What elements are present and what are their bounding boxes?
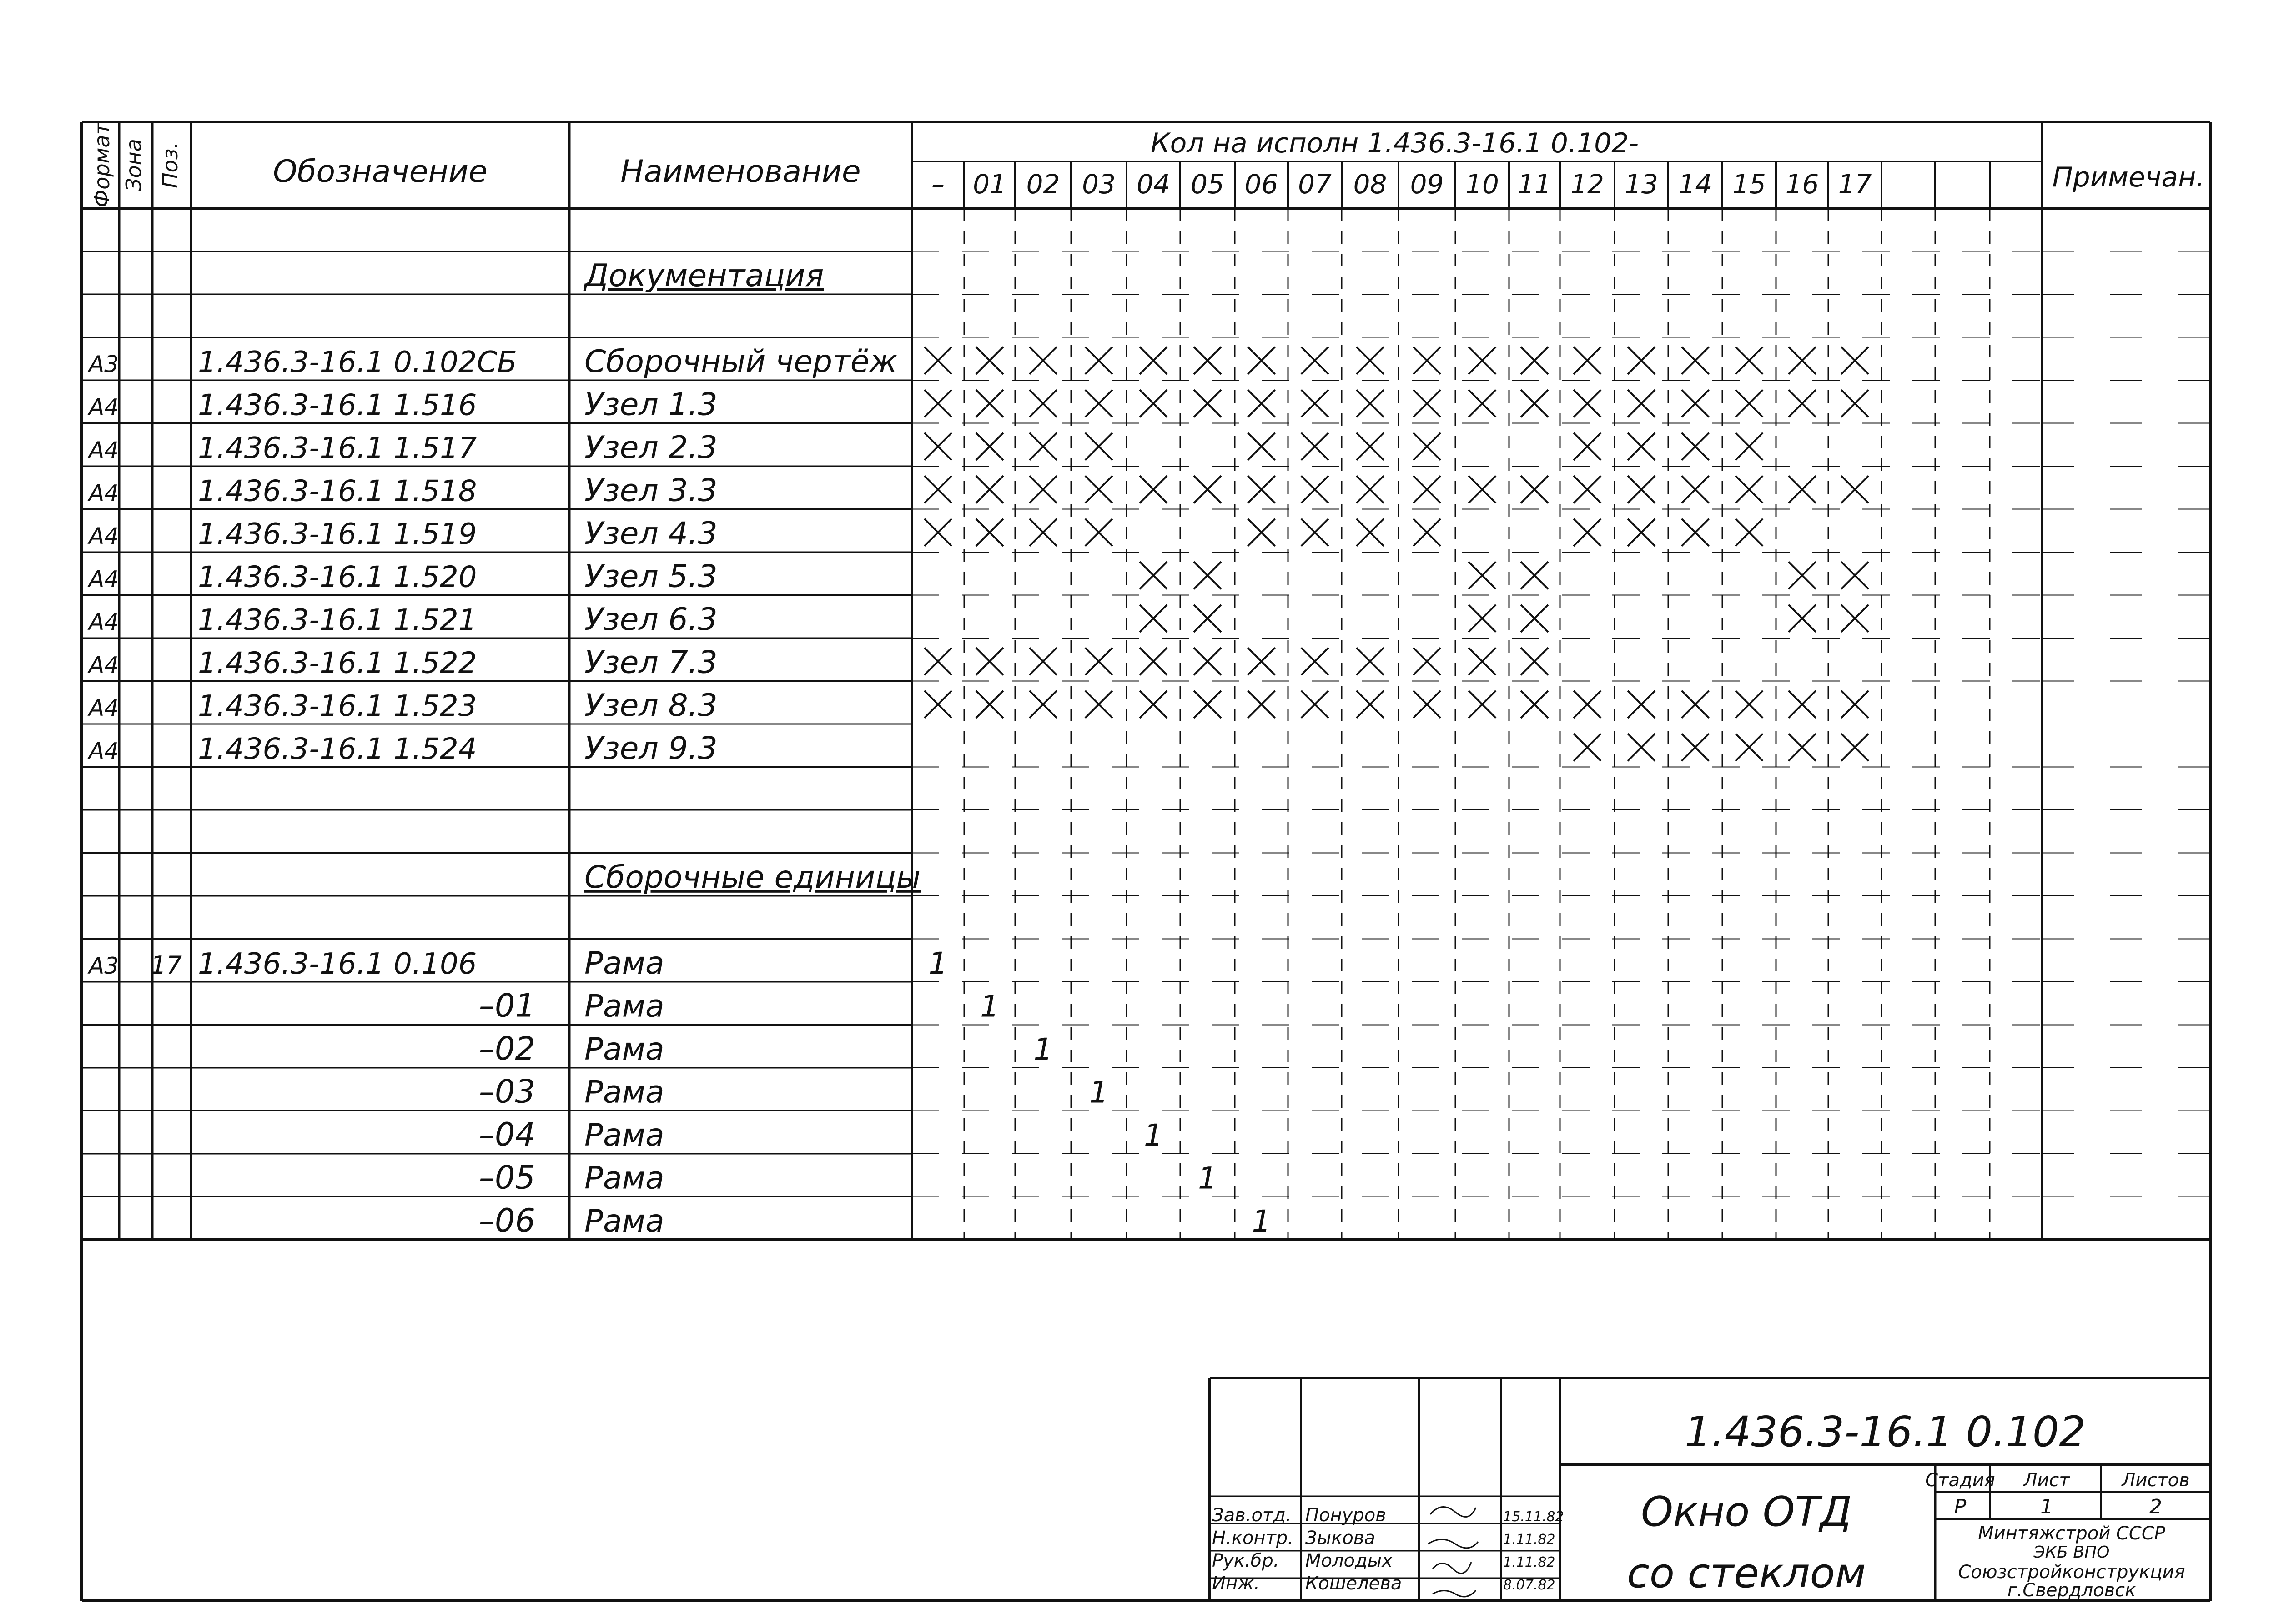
variant-mark-x [1194, 648, 1221, 675]
row-name: Рама [584, 1160, 664, 1197]
column-header-zone: Зона [121, 139, 146, 191]
variant-mark-x [1736, 433, 1763, 460]
row-name: Узел 5.3 [584, 558, 718, 595]
variant-mark-x [1414, 347, 1441, 374]
variant-mark-x [1682, 519, 1709, 546]
row-format: А3 [89, 351, 119, 377]
variant-mark-x [925, 648, 952, 675]
column-header-name: Наименование [620, 154, 861, 190]
row-name: Узел 2.3 [584, 430, 718, 466]
variant-mark-x [1414, 648, 1441, 675]
variant-header-06: 06 [1244, 169, 1278, 200]
variant-quantity: 1 [928, 946, 948, 981]
variant-mark-x [1248, 390, 1275, 417]
variant-mark-x [1248, 691, 1275, 718]
variant-mark-x [1682, 433, 1709, 460]
variant-mark-x [1414, 476, 1441, 503]
variant-mark-x [1140, 476, 1167, 503]
variant-mark-x [1140, 648, 1167, 675]
variant-mark-x [1521, 691, 1548, 718]
variant-mark-x [1521, 605, 1548, 632]
document-number: 1.436.3-16.1 0.102 [1685, 1408, 2086, 1456]
variant-header-14: 14 [1678, 169, 1712, 200]
variant-mark-x [1030, 433, 1057, 460]
variant-mark-x [1521, 476, 1548, 503]
section-heading: Документация [584, 258, 824, 294]
stage-value: Р [1954, 1495, 1967, 1518]
row-designation: –04 [478, 1116, 535, 1153]
variant-mark-x [1085, 347, 1112, 374]
variant-mark-x [1574, 347, 1601, 374]
variant-mark-x [1301, 476, 1328, 503]
variant-mark-x [1736, 519, 1763, 546]
variant-header-05: 05 [1191, 169, 1224, 200]
stage-label: Стадия [1925, 1470, 1995, 1491]
signature-date: 1.11.82 [1503, 1554, 1555, 1570]
drawing-title: со стеклом [1627, 1549, 1866, 1597]
variant-mark-x [1357, 347, 1384, 374]
variant-mark-x [1301, 347, 1328, 374]
variant-quantity: 1 [1252, 1204, 1271, 1239]
row-designation: 1.436.3-16.1 1.524 [198, 732, 477, 766]
row-name: Рама [584, 1117, 664, 1153]
variant-mark-x [1414, 691, 1441, 718]
variant-mark-x [1085, 648, 1112, 675]
signature-role: Рук.бр. [1212, 1550, 1279, 1571]
row-name: Рама [584, 1074, 664, 1111]
variant-mark-x [1030, 347, 1057, 374]
variant-mark-x [1301, 519, 1328, 546]
column-header-note: Примечан. [2052, 161, 2205, 193]
signature-date: 15.11.82 [1503, 1509, 1564, 1525]
variant-mark-x [1682, 691, 1709, 718]
variant-mark-x [1574, 734, 1601, 761]
row-designation: 1.436.3-16.1 1.520 [198, 560, 477, 594]
variant-marks [925, 347, 1869, 761]
sheet-label: Лист [2023, 1470, 2070, 1491]
variant-mark-x [1789, 347, 1816, 374]
variant-header-08: 08 [1353, 169, 1387, 200]
variant-mark-x [1085, 433, 1112, 460]
variant-mark-x [1248, 519, 1275, 546]
variant-mark-x [1140, 691, 1167, 718]
variant-mark-x [1736, 476, 1763, 503]
variant-mark-x [976, 519, 1003, 546]
variant-mark-x [1085, 519, 1112, 546]
variant-mark-x [1789, 734, 1816, 761]
variant-header-02: 02 [1026, 169, 1060, 200]
variant-mark-x [1030, 519, 1057, 546]
variant-mark-x [1841, 734, 1869, 761]
row-name: Сборочный чертёж [584, 344, 897, 380]
variant-mark-x [1628, 390, 1655, 417]
column-header-format: Формат [90, 122, 114, 208]
signature-date: 1.11.82 [1503, 1532, 1555, 1548]
variant-mark-x [1194, 605, 1221, 632]
variant-quantity: 1 [1144, 1118, 1163, 1153]
row-format: А4 [89, 652, 119, 679]
row-format: А4 [89, 523, 119, 549]
variant-mark-x [925, 390, 952, 417]
variant-mark-x [1140, 390, 1167, 417]
variant-mark-x [925, 476, 952, 503]
variant-mark-x [976, 648, 1003, 675]
row-name: Узел 4.3 [584, 516, 718, 552]
variant-mark-x [1736, 691, 1763, 718]
organization: Союзстройконструкция [1958, 1562, 2185, 1583]
variant-mark-x [1140, 605, 1167, 632]
row-name: Узел 6.3 [584, 602, 718, 638]
variant-mark-x [1469, 390, 1496, 417]
signature-role: Зав.отд. [1212, 1505, 1292, 1526]
organization: Минтяжстрой СССР [1978, 1523, 2165, 1544]
column-header-designation: Обозначение [273, 154, 488, 190]
sheets-value: 2 [2149, 1495, 2162, 1518]
variant-mark-x [976, 691, 1003, 718]
variant-mark-x [1301, 433, 1328, 460]
signature-name: Молодых [1305, 1550, 1393, 1571]
row-format: А4 [89, 695, 119, 721]
variant-header-base: – [931, 169, 945, 200]
variant-mark-x [1841, 390, 1869, 417]
row-format: А4 [89, 609, 119, 635]
variant-mark-x [1628, 519, 1655, 546]
variant-header-12: 12 [1570, 169, 1604, 200]
handwritten-signature [1433, 1562, 1471, 1574]
variant-header-13: 13 [1625, 169, 1658, 200]
row-designation: 1.436.3-16.1 1.523 [198, 689, 477, 723]
variant-mark-x [1357, 648, 1384, 675]
variant-mark-x [1301, 691, 1328, 718]
variant-mark-x [1194, 691, 1221, 718]
variant-mark-x [1628, 347, 1655, 374]
variant-mark-x [1628, 476, 1655, 503]
variant-mark-x [1789, 390, 1816, 417]
row-designation: 1.436.3-16.1 1.522 [198, 646, 477, 680]
variant-mark-x [1469, 648, 1496, 675]
variant-mark-x [1030, 476, 1057, 503]
variant-mark-x [1682, 734, 1709, 761]
variant-mark-x [1841, 476, 1869, 503]
variant-mark-x [1414, 433, 1441, 460]
signature-role: Н.контр. [1212, 1528, 1293, 1549]
variant-mark-x [1085, 476, 1112, 503]
variant-mark-x [1736, 347, 1763, 374]
row-format: А3 [89, 953, 119, 979]
variant-mark-x [1030, 648, 1057, 675]
variant-mark-x [1414, 519, 1441, 546]
variant-mark-x [1469, 605, 1496, 632]
variant-mark-x [1574, 433, 1601, 460]
organization: г.Свердловск [2007, 1580, 2136, 1601]
variant-quantity: 1 [1089, 1075, 1108, 1110]
variant-mark-x [1248, 433, 1275, 460]
variant-mark-x [1194, 476, 1221, 503]
variant-mark-x [1574, 519, 1601, 546]
drawing-title: Окно ОТД [1641, 1488, 1852, 1536]
variant-mark-x [1628, 734, 1655, 761]
row-designation: –03 [478, 1073, 535, 1111]
variant-mark-x [976, 433, 1003, 460]
variant-header-04: 04 [1137, 169, 1170, 200]
row-name: Рама [584, 988, 664, 1025]
variant-mark-x [1357, 476, 1384, 503]
row-designation: 1.436.3-16.1 1.517 [198, 432, 477, 465]
variant-mark-x [1789, 605, 1816, 632]
handwritten-signature [1433, 1590, 1476, 1597]
row-format: А4 [89, 738, 119, 764]
column-header-pos: Поз. [158, 142, 182, 188]
variant-mark-x [1194, 390, 1221, 417]
row-format: А4 [89, 480, 119, 507]
variant-mark-x [1301, 648, 1328, 675]
variant-mark-x [1357, 433, 1384, 460]
row-designation: 1.436.3-16.1 1.516 [198, 388, 477, 422]
variant-header-09: 09 [1410, 169, 1444, 200]
variant-mark-x [1736, 390, 1763, 417]
variant-mark-x [1521, 347, 1548, 374]
row-designation: 1.436.3-16.1 0.106 [198, 947, 477, 981]
row-name: Рама [584, 1203, 664, 1239]
variant-header-11: 11 [1518, 169, 1551, 200]
variant-mark-x [1140, 347, 1167, 374]
variant-quantity: 1 [1033, 1032, 1053, 1067]
variant-mark-x [1301, 390, 1328, 417]
row-designation: 1.436.3-16.1 1.519 [198, 518, 477, 551]
variant-mark-x [1248, 476, 1275, 503]
variant-mark-x [976, 347, 1003, 374]
variant-mark-x [1414, 390, 1441, 417]
row-position: 17 [151, 951, 182, 980]
variant-mark-x [1194, 562, 1221, 589]
variant-header-15: 15 [1732, 169, 1766, 200]
variant-mark-x [1248, 347, 1275, 374]
row-name: Узел 9.3 [584, 730, 718, 767]
row-designation: –06 [478, 1202, 535, 1239]
variant-quantity: 1 [1198, 1161, 1217, 1196]
variant-mark-x [1789, 691, 1816, 718]
variant-mark-x [1736, 734, 1763, 761]
variant-mark-x [976, 390, 1003, 417]
title-block [1210, 1378, 2210, 1601]
variant-mark-x [1628, 433, 1655, 460]
variant-mark-x [1789, 476, 1816, 503]
row-format: А4 [89, 566, 119, 593]
variant-mark-x [1789, 562, 1816, 589]
variant-header-01: 01 [973, 169, 1006, 200]
row-name: Узел 8.3 [584, 688, 718, 724]
row-name: Узел 7.3 [584, 644, 718, 681]
variant-mark-x [1357, 691, 1384, 718]
row-designation: 1.436.3-16.1 1.518 [198, 474, 477, 508]
variant-mark-x [1682, 476, 1709, 503]
row-name: Узел 3.3 [584, 473, 718, 509]
row-designation: 1.436.3-16.1 0.102СБ [198, 346, 518, 379]
handwritten-signature [1428, 1539, 1478, 1548]
variant-mark-x [1357, 519, 1384, 546]
variant-mark-x [1841, 347, 1869, 374]
variant-mark-x [1521, 648, 1548, 675]
signature-date: 8.07.82 [1503, 1577, 1555, 1593]
handwritten-signature [1430, 1507, 1476, 1517]
variant-mark-x [976, 476, 1003, 503]
variant-mark-x [1030, 691, 1057, 718]
variant-mark-x [925, 347, 952, 374]
variant-mark-x [1841, 605, 1869, 632]
variant-header-03: 03 [1082, 169, 1116, 200]
signature-name: Кошелева [1305, 1573, 1402, 1594]
variant-mark-x [1682, 390, 1709, 417]
variant-mark-x [1469, 691, 1496, 718]
variant-mark-x [1841, 691, 1869, 718]
variant-mark-x [1248, 648, 1275, 675]
signature-name: Зыкова [1305, 1528, 1375, 1549]
variant-header-07: 07 [1298, 169, 1332, 200]
sheets-label: Листов [2122, 1470, 2190, 1491]
variant-mark-x [1574, 691, 1601, 718]
variant-mark-x [1085, 390, 1112, 417]
variant-mark-x [1030, 390, 1057, 417]
row-designation: 1.436.3-16.1 1.521 [198, 603, 477, 637]
variant-mark-x [1521, 562, 1548, 589]
variant-mark-x [1628, 691, 1655, 718]
organization: ЭКБ ВПО [2033, 1543, 2110, 1562]
signature-name: Понуров [1305, 1505, 1386, 1526]
sheet-value: 1 [2040, 1495, 2053, 1518]
variant-mark-x [925, 433, 952, 460]
row-designation: –01 [478, 987, 535, 1025]
variant-mark-x [1140, 562, 1167, 589]
variant-mark-x [1194, 347, 1221, 374]
variant-mark-x [1574, 390, 1601, 417]
variant-mark-x [925, 519, 952, 546]
variant-mark-x [1085, 691, 1112, 718]
variant-header-16: 16 [1785, 169, 1819, 200]
variant-quantity: 1 [980, 989, 999, 1024]
variant-header-17: 17 [1838, 169, 1872, 200]
variant-mark-x [1469, 476, 1496, 503]
variant-mark-x [1574, 476, 1601, 503]
row-name: Рама [584, 1031, 664, 1067]
section-heading: Сборочные единицы [584, 860, 921, 895]
variant-mark-x [1682, 347, 1709, 374]
column-header-qty: Кол на исполн 1.436.3-16.1 0.102- [1151, 127, 1639, 159]
variant-mark-x [925, 691, 952, 718]
row-designation: –02 [478, 1030, 535, 1067]
row-designation: –05 [478, 1159, 535, 1197]
row-format: А4 [89, 437, 119, 463]
variant-mark-x [1357, 390, 1384, 417]
variant-mark-x [1841, 562, 1869, 589]
variant-mark-x [1469, 562, 1496, 589]
variant-header-10: 10 [1465, 169, 1499, 200]
row-name: Узел 1.3 [584, 387, 718, 423]
row-format: А4 [89, 394, 119, 421]
signature-role: Инж. [1212, 1573, 1260, 1594]
variant-mark-x [1521, 390, 1548, 417]
row-name: Рама [584, 945, 664, 981]
variant-mark-x [1469, 347, 1496, 374]
